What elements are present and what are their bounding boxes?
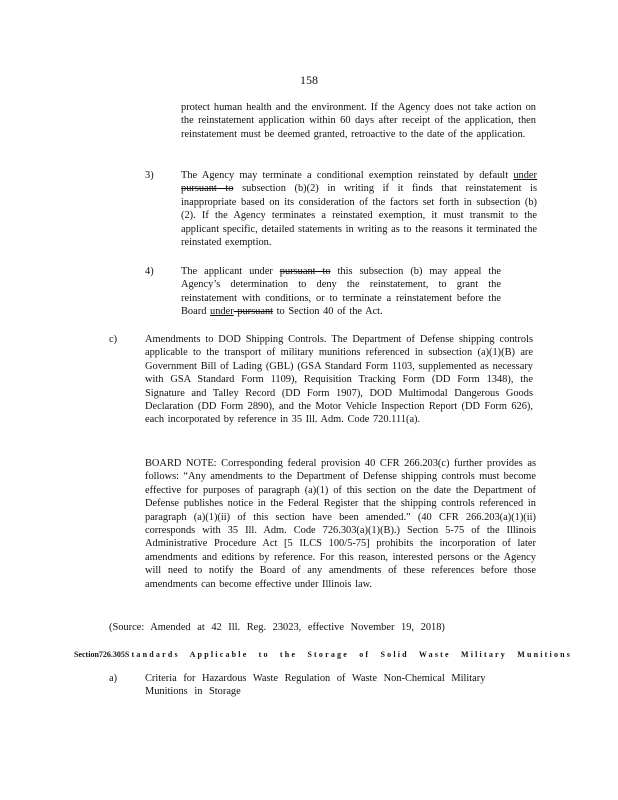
item-4-text-a: The applicant under [181, 266, 280, 277]
section-heading-word: Section [74, 650, 99, 659]
item-4-text-b: this subsection (b) may appeal the Agency’s determination to deny the reinstatement, to grant the reinstatement with conditions, or to terminate a reinstatement before the Board [181, 266, 502, 318]
item-c-label: c) [109, 334, 118, 345]
item-3-text [181, 169, 537, 249]
source-note: (Source: Amended at 42 Ill. Reg. 23023, effective November 19, 2018) [109, 622, 445, 633]
item-4-deleted-pursuant: pursuant [233, 306, 274, 318]
board-note: BOARD NOTE: Corresponding federal provision 40 CFR 266.203(c) further provides as follows: “Any amendments to the Department of Defense shipping controls must become effective for purposes of paragraph (a)(1) of this section on the date the Department of Defense publishes notice in the Federal Register that the shipping controls referenced in paragraph (a)(1)(ii) of this section have been amended.” (40 CFR 266.203(a)(1)(ii) corresponds with 35 Ill. Adm. Code 726.303(a)(1)(B).) Section 5-75 of the Illinois Administrative Procedure Act [5 ILCS 100/5-75] prohibits the incorporation of later amendments and editions by reference. For this reason, interested persons or the Agency will need to notify the Board of any amendments of these references before those amendments can become effective under Illinois law. [145, 458, 536, 590]
item-4-deleted-pursuant-to: pursuant to [279, 266, 331, 277]
item-3-text-a: The Agency may terminate a conditional exemption reinstated by default [181, 170, 514, 181]
section-heading-number: 726.305 [98, 650, 125, 659]
item-c-text: Amendments to DOD Shipping Controls. The Department of Defense shipping controls applicable to the transport of military munitions referenced in subsection (a)(1)(B) are Government Bill of Lading (GBL) (GSA Standard Form 1103, supplemented as necessary with GSA Standard Form 1109), Requisition Tracking Form (DD Form 1348), the Signature and Talley Record (DD Form 1907), DOD Multimodal Dangerous Goods Declaration (DD Form 2890), and the Motor Vehicle Inspection Report (DD Form 626), each incorporated by reference in 35 Ill. Adm. Code 720.111(a). [145, 334, 533, 426]
intro-paragraph: protect human health and the environment. If the Agency does not take action on the reinstatement application within 60 days after receipt of the application, then reinstatement must be deemed granted, retroactive to the date of the application. [181, 102, 536, 140]
item-4-text-c: to Section 40 of the Act. [273, 306, 383, 318]
item-a-text: Criteria for Hazardous Waste Regulation of Waste Non-Chemical Military Munitions in Storage [145, 673, 486, 698]
item-4-inserted-under: under [210, 306, 234, 318]
item-a-label: a) [109, 673, 118, 684]
item-3-inserted-under: under [513, 170, 537, 181]
item-3-deleted-pursuant: pursuant to [181, 183, 234, 195]
section-heading [74, 650, 573, 659]
section-heading-title: Standards Applicable to the Storage of Solid Waste Military Munitions [124, 650, 573, 659]
item-4-text [181, 265, 501, 319]
item-3-text-b: subsection (b)(2) in writing if it finds that reinstatement is inappropriate based on its consideration of the factors set forth in subsection (b)(2). If the Agency terminates a reinstated exemption, it must transmit to the applicant specific, detailed statements in writing as to the reasons it terminated the reinstated exemption. [181, 183, 537, 249]
item-4-label: 4) [145, 266, 154, 277]
page-number: 158 [300, 73, 318, 87]
item-3-label: 3) [145, 170, 154, 181]
